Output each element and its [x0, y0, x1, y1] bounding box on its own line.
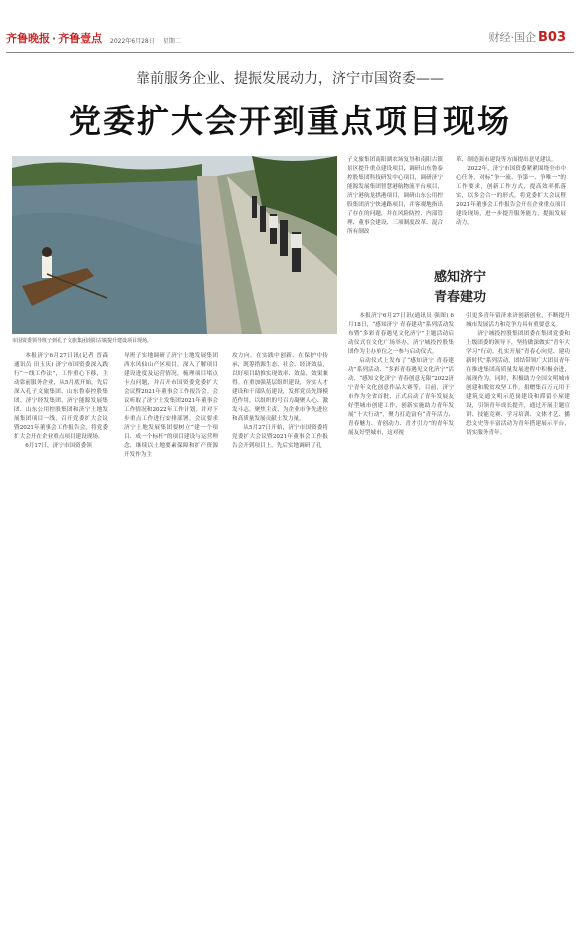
- article-photo: [12, 156, 337, 334]
- article-column-2: [124, 352, 218, 932]
- article-paragraph: 6月17日，济宁市国资委领: [25, 443, 92, 449]
- page-header: [0, 0, 580, 56]
- article-column-3: [232, 352, 328, 932]
- article-paragraph: 本报济宁6月27日讯(记者 晋森 通讯员 田玉庆) 济宁市国资委深入践行“一线工作法”，工作重心下移，主动靠前服务企业，从5月底开始，先后深入孔子文旅集团、山东鲁泰控股集团、济宁经发集团、济宁能源发展集团、山东公用控股集团和济宁土地发展集团项目一线，召开党委扩大会议暨2021年董事会工作报告会，将党委扩大会开在企业重点项目建设现场。: [14, 353, 108, 440]
- article-paragraph: 革、制造强市建设等方面提出意见建议。: [456, 157, 557, 163]
- article-paragraph: 导班子实地调研了济宁土地发展集团西水风仙山产区项目，深入了解项目建设进度及运营情况，梳理项目堵点卡点问题，并召开市国资委党委扩大会议暨2021年董事会工作报告会。会议听取了济宁土发集团2021年董事会工作情况和2022年工作计划，并对下步重点工作进行安排部署。会议要求济宁土地发展集团要树立“建一个项目、成一个标杆”的项目建设与运营理念，继续以土地要素保障和扩产资源开发作为主: [124, 353, 218, 458]
- issue-date: [110, 36, 189, 45]
- article-paragraph: 攻方向，在实践中创新、在保护中传承，既筹措源生态、社会、经济效益，以好项目助推实现效率、效益、效果兼得。在重加强基层组织建设，夯实人才建设和干部队伍建设，发挥党员先锋模范作用，以组织的号召力凝聚人心、激发斗志，聚焦主责、为企业市争先进位和高质量发展贡献土发力量。: [232, 353, 328, 422]
- article-paragraph: 引更多青年留济来济创新创业，不断提升城市发展活力和竞争力具有重要意义。: [466, 313, 570, 328]
- article-paragraph: 济宁城投控股集团团委在集团党委和上级团委的领导下，坚持做深做实“青年大学习”行动，扎实开展“青春心向党、建功新时代”系列活动，团结带领广大团员青年在推进集团高质量发展进程中积极奋进，展现作为。同时，积极助力全国文明城市创建和脱贫攻坚工作，捐赠集百万元用于建筑交通文明示范岗建设和滞留小屋建设，引领青年成长提升，通过开展主题宣讲、技能竞赛、学习培训、文体才艺、播恐文史等丰富活动为青年搭建展示平台，切实服务青年。: [466, 331, 570, 436]
- newspaper-logo: [6, 30, 102, 46]
- article-paragraph: 子文旅集团南阳湖农场复垦和南阳古镇景区提升重点建设项目，调研山东鲁泰控股集团科技研发中心项目，调研济宁能源发展集团智慧港航物流平台项目，济宁港航龙拱港项目，调研山东公用控股集团济宁快速路项目，并客观地指出了存在的问题，并在风险防控、内部管理、董事会建设、三项制度改革、混合所有制改: [347, 157, 443, 235]
- article-paragraph: 从5月27日开始，济宁市国资委将党委扩大会议暨2021年董事会工作报告会开到项目上，先后实地调研了孔: [232, 425, 328, 449]
- side-article-column-2: [466, 312, 570, 932]
- date-text: 2022年6月28日: [110, 38, 155, 45]
- logo-separator: ·: [52, 32, 57, 45]
- logo-name: 齐鲁晚报: [6, 32, 50, 45]
- side-article-subtitle: 青春建功: [433, 290, 486, 305]
- article-headline: 党委扩大会开到重点项目现场: [68, 102, 511, 140]
- side-article-column-1: [348, 312, 454, 932]
- riverside-inspection-photo: [12, 156, 337, 334]
- article-paragraph: 启动仪式上发布了“感知济宁 青春建功”系列活动、“多彩青春遇见文化济宁”活动、“感知文化济宁 青春创意无限”2022济宁青年文化创意作品大赛等，目前，济宁市作为全省首批、正式启动了青年发展友好型城市创建工作，创新实施助力青年发展“十大行动”，聚力打造富有“青年活力、青春魅力、青创动力、青才引力”的青年发展友好型城市，这对视: [348, 358, 454, 436]
- logo-subname: 齐鲁壹点: [58, 32, 103, 45]
- article-paragraph: 2022年，济宁市国资委紧紧围绕全市中心任务，对标“争一流、争第一、争唯一”的工作要求，创新工作方式，提高效率抓落实，以多会合一的形式，将党委扩大会议暨2021年董事会工作报告会开在企业重点项目建设现场，进一步提升服务能力，提振发展动力。: [456, 166, 566, 226]
- article-column-4: [347, 156, 443, 256]
- header-divider: [6, 52, 574, 53]
- page-number: B03: [538, 30, 566, 45]
- side-article-title: 感知济宁: [433, 270, 486, 285]
- photo-caption: 市国资委领导班子到孔子文旅集团南阳古镇提升建设项目现场。: [12, 338, 153, 344]
- section-name: 财经·国企: [488, 31, 536, 44]
- article-paragraph: 本报济宁6月27日讯(通讯员 强图) 6月18日，“感知济宁 青春建功”系列活动发布暨“多彩青春遇见文化济宁”主题活动启动仪式在文化广场举办，济宁城投控股集团作为主办单位之一参与启动仪式。: [348, 313, 454, 355]
- article-column-5: [456, 156, 566, 256]
- article-column-1: [14, 352, 108, 932]
- section-label: [489, 29, 567, 45]
- article-subtitle: 靠前服务企业、提振发展动力，济宁市国资委——: [136, 71, 444, 87]
- weekday-text: 星期二: [162, 38, 181, 45]
